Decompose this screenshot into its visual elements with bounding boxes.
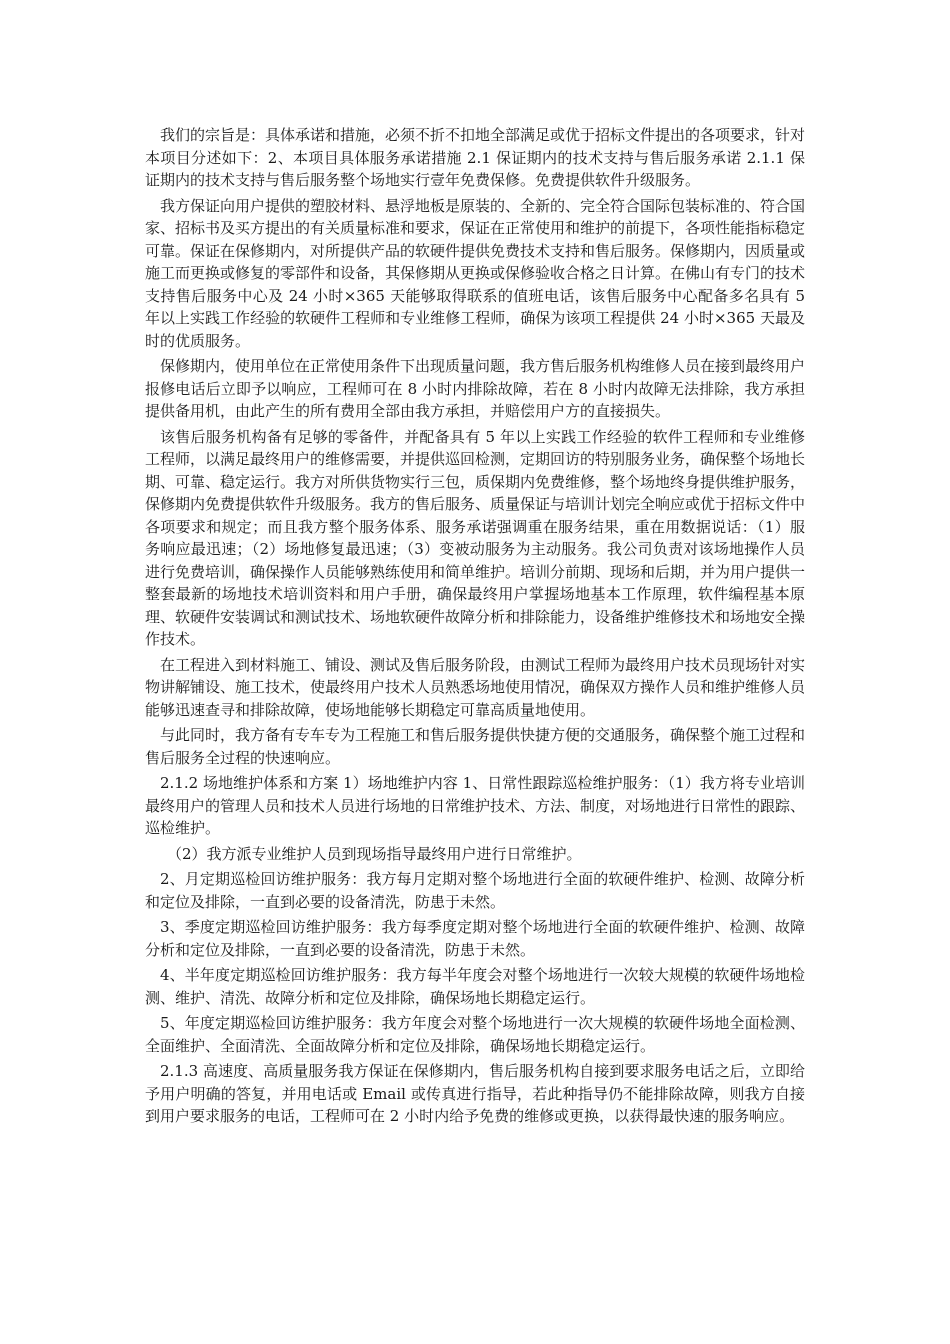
paragraph-monthly-inspection: 2、月定期巡检回访维护服务：我方每月定期对整个场地进行全面的软硬件维护、检测、故障分析和定位及排除，一直到必要的设备清洗，防患于未然。: [145, 870, 805, 911]
document-body: [145, 124, 805, 1131]
paragraph-purpose: 我们的宗旨是：具体承诺和措施，必须不折不扣地全部满足或优于招标文件提出的各项要求，针对本项目分述如下：2、本项目具体服务承诺措施 2.1 保证期内的技术支持与售后服务承诺 2.1.1 保证期内的技术支持与售后服务整个场地实行壹年免费保修。免费提供软件升级服务。: [145, 126, 806, 189]
paragraph-quarterly-inspection: 3、季度定期巡检回访维护服务：我方每季度定期对整个场地进行全面的软硬件维护、检测、故障分析和定位及排除，一直到必要的设备清洗，防患于未然。: [145, 918, 805, 959]
paragraph-repair-response: 保修期内，使用单位在正常使用条件下出现质量问题，我方售后服务机构维修人员在接到最终用户报修电话后立即予以响应，工程师可在 8 小时内排除故障，若在 8 小时内故障无法排除，我方承担提供备用机，由此产生的所有费用全部由我方承担，并赔偿用户方的直接损失。: [145, 357, 806, 420]
paragraph-construction-phase: 在工程进入到材料施工、铺设、测试及售后服务阶段，由测试工程师为最终用户技术员现场针对实物讲解铺设、施工技术，使最终用户技术人员熟悉场地使用情况，确保双方操作人员和维护维修人员能够迅速查寻和排除故障，使场地能够长期稳定可靠高质量地使用。: [145, 655, 806, 719]
paragraph-onsite-guidance: （2）我方派专业维护人员到现场指导最终用户进行日常维护。: [167, 844, 582, 863]
paragraph-maintenance-system: 2.1.2 场地维护体系和方案 1）场地维护内容 1、日常性跟踪巡检维护服务：（1）我方将专业培训最终用户的管理人员和技术人员进行场地的日常维护技术、方法、制度，对场地进行日常性的跟踪、巡检维护。: [145, 774, 806, 837]
paragraph-semiannual-inspection: 4、半年度定期巡检回访维护服务：我方每半年度会对整个场地进行一次较大规模的软硬件场地检测、维护、清洗、故障分析和定位及排除，确保场地长期稳定运行。: [145, 966, 805, 1007]
paragraph-transport: 与此同时，我方备有专车专为工程施工和售后服务提供快捷方便的交通服务，确保整个施工过程和售后服务全过程的快速响应。: [145, 726, 806, 767]
paragraph-high-speed-service: 2.1.3 高速度、高质量服务我方保证在保修期内，售后服务机构自接到要求服务电话之后，立即给予用户明确的答复，并用电话或 Email 或传真进行指导，若此种指导仍不能排除故障，则我方自接到用户要求服务的电话，工程师可在 2 小时内给予免费的维修或更换，以获得最快速的服务响应。: [145, 1062, 805, 1125]
paragraph-service-organization: 该售后服务机构备有足够的零备件，并配备具有 5 年以上实践工作经验的软件工程师和专业维修工程师，以满足最终用户的维修需要，并提供巡回检测，定期回访的特别服务业务，确保整个场地长期、可靠、稳定运行。我方对所供货物实行三包，质保期内免费维修，整个场地终身提供维护服务，保修期内免费提供软件升级服务。我方的售后服务、质量保证与培训计划完全响应或优于招标文件中各项要求和规定；而且我方整个服务体系、服务承诺强调重在服务结果，重在用数据说话：（1）服务响应最迅速；（2）场地修复最迅速；（3）变被动服务为主动服务。我公司负责对该场地操作人员进行免费培训，确保操作人员能够熟练使用和简单维护。培训分前期、现场和后期，并为用户提供一整套最新的场地技术培训资料和用户手册，确保最终用户掌握场地基本工作原理，软件编程基本原理、软硬件安装调试和测试技术、场地软硬件故障分析和排除能力，设备维护维修技术和场地安全操作技术。: [145, 427, 806, 648]
paragraph-annual-inspection: 5、年度定期巡检回访维护服务：我方年度会对整个场地进行一次大规模的软硬件场地全面检测、全面维护、全面清洗、全面故障分析和定位及排除，确保场地长期稳定运行。: [145, 1014, 805, 1055]
paragraph-materials-guarantee: 我方保证向用户提供的塑胶材料、悬浮地板是原装的、全新的、完全符合国际包装标准的、符合国家、招标书及买方提出的有关质量标准和要求，保证在正常使用和维护的前提下，各项性能指标稳定可靠。保证在保修期内，对所提供产品的软硬件提供免费技术支持和售后服务。保修期内，因质量或施工而更换或修复的零部件和设备，其保修期从更换或保修验收合格之日计算。在佛山有专门的技术支持售后服务中心及 24 小时×365 天能够取得联系的值班电话，该售后服务中心配备多名具有 5 年以上实践工作经验的软硬件工程师和专业维修工程师，确保为该项工程提供 24 小时×365 天最及时的优质服务。: [145, 196, 806, 350]
